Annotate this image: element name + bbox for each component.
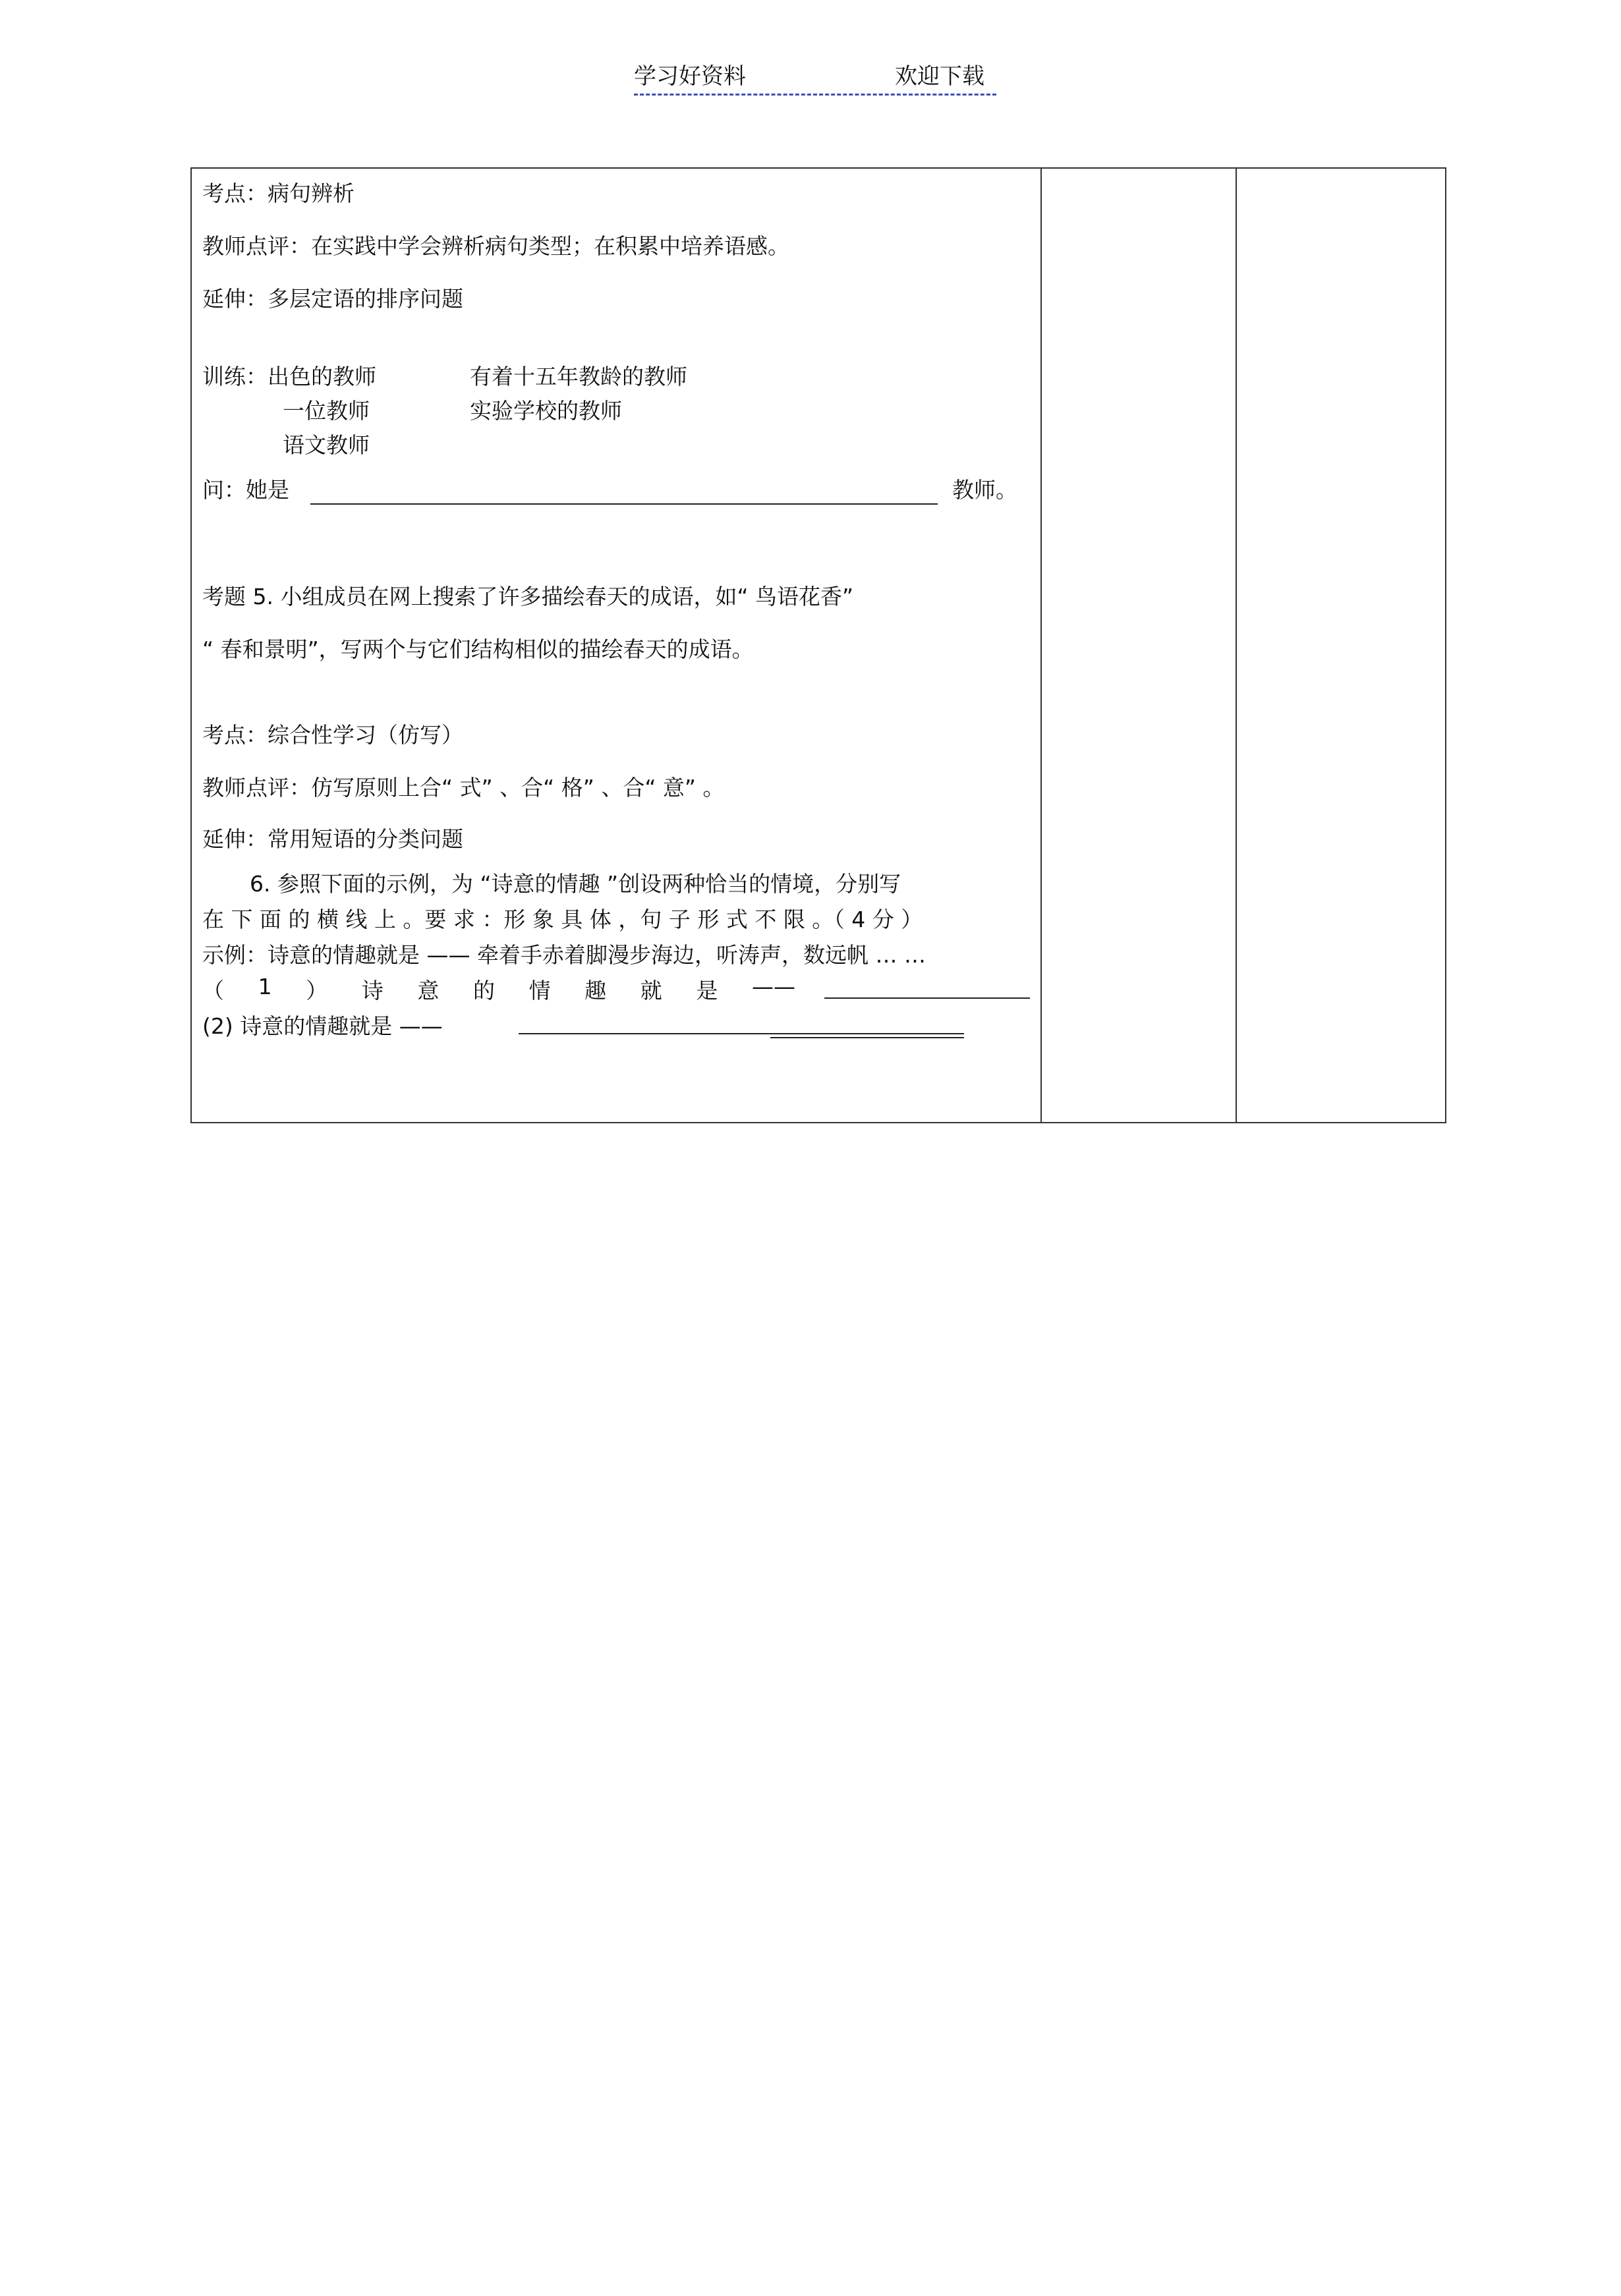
item1-char: 的	[472, 978, 495, 1003]
train-option-l3: 语文教师	[283, 432, 370, 458]
q6-example: 示例：诗意的情趣就是 —— 牵着手赤着脚漫步海边，听涛声，数远帆 … …	[202, 942, 926, 968]
question-label: 问：她是	[202, 477, 289, 503]
question-end: 教师。	[952, 477, 1017, 503]
train-label: 训练：出色的教师	[202, 364, 376, 389]
q6-line-2: 在 下 面 的 横 线 上 。要 求 ：形 象 具 体 ，句 子 形 式 不 限 。（ 4 分 ）	[202, 907, 923, 932]
empty-cell-3	[1236, 168, 1446, 1123]
item1-char: 情	[528, 978, 551, 1003]
pingping-1: 教师点评：在实践中学会辨析病句类型；在积累中培养语感。	[202, 233, 789, 259]
question-answer-line	[310, 503, 938, 505]
item1-char: 1	[258, 974, 272, 999]
item1-answer-line	[824, 997, 1030, 999]
train-option-l2: 一位教师	[283, 398, 370, 424]
item1-char: 诗	[361, 978, 384, 1003]
kaodian-2: 考点：综合性学习（仿写）	[202, 722, 463, 748]
item1-char: ）	[306, 978, 328, 1003]
item1-char: 意	[417, 978, 440, 1003]
item1-char: 趣	[584, 978, 607, 1003]
item1-char: （	[202, 978, 224, 1003]
train-option-r2: 实验学校的教师	[470, 398, 622, 424]
q6-line-1: 6. 参照下面的示例，为 “诗意的情趣 ”创设两种恰当的情境，分别写	[250, 871, 901, 897]
content-cell	[191, 168, 1041, 1123]
page-header	[634, 58, 996, 96]
pingping-2: 教师点评：仿写原则上合“ 式” 、合“ 格” 、合“ 意” 。	[202, 775, 725, 800]
q5-line-2: “ 春和景明”，写两个与它们结构相似的描绘春天的成语。	[202, 636, 754, 662]
item1-char: 就	[640, 978, 662, 1003]
item1-char: ——	[751, 974, 795, 999]
item2-answer-line	[519, 1033, 964, 1034]
lesson-table	[190, 167, 1446, 1123]
yanshen-2: 延伸：常用短语的分类问题	[202, 826, 463, 852]
q6-item-1	[202, 974, 795, 1005]
train-option-r1: 有着十五年教龄的教师	[470, 364, 687, 389]
header-left-text: 学习好资料	[634, 63, 746, 90]
yanshen-1: 延伸：多层定语的排序问题	[202, 286, 463, 312]
item2-answer-line-extra	[770, 1037, 964, 1038]
q6-item-2: (2) 诗意的情趣就是 ——	[202, 1013, 443, 1039]
header-right-text: 欢迎下载	[895, 63, 984, 90]
empty-cell-2	[1041, 168, 1236, 1123]
q5-line-1: 考题 5. 小组成员在网上搜索了许多描绘春天的成语，如“ 鸟语花香”	[202, 584, 854, 609]
kaodian-1: 考点：病句辨析	[202, 181, 355, 206]
item1-char: 是	[696, 978, 718, 1003]
